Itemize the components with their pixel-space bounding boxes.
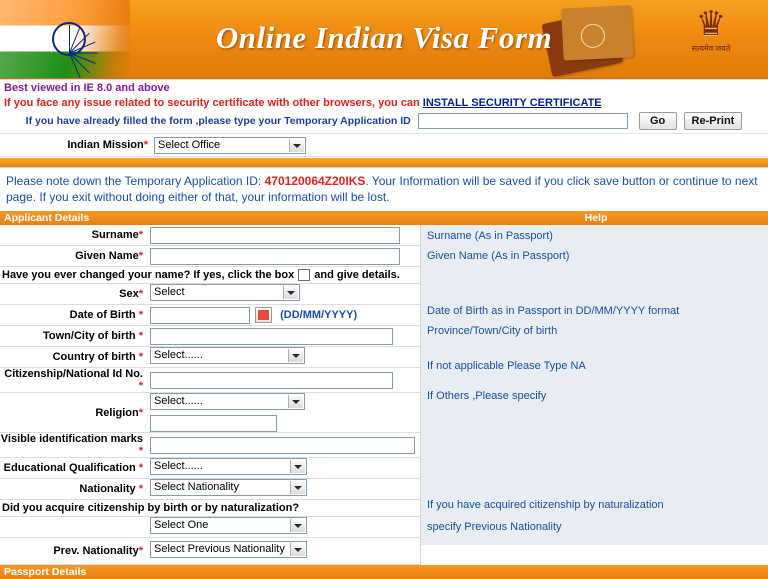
religion-label: Religion*	[95, 406, 143, 419]
row-citizenship-id	[0, 368, 420, 393]
row-prev-nationality	[0, 538, 420, 565]
indian-mission-row	[0, 134, 768, 157]
row-religion	[0, 393, 420, 433]
citizenship-id-input[interactable]	[150, 372, 393, 389]
help-given-name: Given Name (As in Passport)	[427, 250, 570, 262]
help-naturalization-2: specify Previous Nationality	[427, 521, 562, 533]
nationality-label: Nationality *	[79, 483, 143, 495]
chevron-down-icon	[294, 486, 302, 490]
note-line1-a: Please note down the Temporary Application ID:	[6, 174, 262, 188]
education-label: Educational Qualification *	[3, 462, 143, 474]
row-nationality	[0, 479, 420, 500]
help-surname: Surname (As in Passport)	[427, 230, 553, 242]
education-selected: Select......	[154, 460, 203, 472]
surname-label: Surname*	[91, 229, 143, 241]
given-name-label: Given Name*	[75, 250, 143, 262]
country-birth-select[interactable]	[150, 347, 305, 364]
sex-label: Sex*	[119, 288, 143, 300]
chevron-down-icon	[294, 465, 302, 469]
row-acquire-citizenship-select	[0, 517, 420, 538]
visible-marks-label: Visible identification marks *	[0, 433, 143, 457]
nationality-select[interactable]	[150, 479, 307, 496]
form-left-column	[0, 225, 421, 565]
page-banner	[0, 0, 768, 79]
temp-application-row	[0, 110, 768, 134]
security-notice	[0, 95, 768, 110]
changed-name-checkbox[interactable]	[298, 269, 310, 281]
help-citizenship-id: If not applicable Please Type NA	[427, 360, 586, 372]
required-mark: *	[143, 139, 148, 151]
emblem-motto: सत्यमेव जयते	[691, 44, 731, 53]
sex-select[interactable]	[150, 284, 300, 301]
changed-name-label-tail: and give details.	[314, 269, 400, 281]
divider-strip	[0, 157, 768, 168]
town-city-birth-input[interactable]	[150, 328, 393, 345]
row-surname	[0, 225, 420, 246]
passport-details-header-bar	[0, 565, 768, 579]
temp-application-id-input[interactable]	[418, 113, 628, 129]
row-sex	[0, 284, 420, 305]
citizenship-id-label: Citizenship/National Id No. *	[4, 368, 143, 392]
row-acquire-citizenship-question	[0, 500, 420, 517]
indian-mission-selected: Select Office	[158, 138, 221, 151]
row-changed-name	[0, 267, 420, 284]
row-town-city-birth	[0, 326, 420, 347]
temp-application-label: If you have already filled the form ,please type your Temporary Application ID	[25, 115, 411, 127]
national-emblem-icon: ♛ सत्यमेव जयते	[668, 6, 754, 72]
surname-input[interactable]	[150, 227, 400, 244]
row-education	[0, 458, 420, 479]
passport-details-header: Passport Details	[4, 566, 87, 578]
prev-nationality-selected: Select Previous Nationality	[154, 543, 285, 555]
help-column	[421, 225, 768, 545]
go-button[interactable]: Go	[639, 112, 677, 130]
date-of-birth-format-hint: (DD/MM/YYYY)	[280, 309, 358, 321]
chevron-down-icon	[294, 548, 302, 552]
help-naturalization-1: If you have acquired citizenship by naturalization	[427, 499, 664, 511]
temp-id-value: 470120064Z20IKS	[264, 174, 366, 188]
indian-mission-select[interactable]	[154, 137, 306, 154]
religion-other-input[interactable]	[150, 415, 277, 432]
education-select[interactable]	[150, 458, 307, 475]
calendar-icon[interactable]	[255, 307, 272, 323]
prev-nationality-label: Prev. Nationality*	[53, 545, 143, 557]
help-religion: If Others ,Please specify	[427, 390, 547, 402]
given-name-input[interactable]	[150, 248, 400, 265]
changed-name-label: Have you ever changed your name? If yes, click the box	[2, 269, 295, 281]
row-visible-marks	[0, 433, 420, 458]
chevron-down-icon	[292, 354, 300, 358]
acquire-citizenship-selected: Select One	[154, 519, 209, 531]
reprint-button[interactable]: Re-Print	[684, 112, 743, 130]
install-security-certificate-link[interactable]: INSTALL SECURITY CERTIFICATE	[422, 97, 602, 109]
note-line2: or continue to next page. If you exit without doing either of that, your information will be lost.	[6, 174, 758, 204]
note-line1-b: . Your Information will be saved if you click save button	[365, 174, 656, 188]
page-title: Online Indian Visa Form	[215, 20, 553, 55]
help-header: Help	[584, 212, 608, 224]
row-date-of-birth	[0, 305, 420, 326]
row-given-name	[0, 246, 420, 267]
visible-marks-input[interactable]	[150, 437, 415, 454]
religion-selected: Select......	[154, 395, 203, 407]
date-of-birth-label: Date of Birth *	[69, 309, 143, 321]
section-header	[0, 211, 768, 225]
help-town-city: Province/Town/City of birth	[427, 325, 558, 337]
sex-selected: Select	[154, 286, 185, 298]
help-dob: Date of Birth as in Passport in DD/MM/YYYY format	[427, 305, 680, 317]
town-city-birth-label: Town/City of birth *	[42, 330, 143, 342]
security-notice-text: If you face any issue related to security certificate with other browsers, you can	[4, 97, 420, 109]
chevron-down-icon	[287, 291, 295, 295]
acquire-citizenship-label: Did you acquire citizenship by birth or by naturalization?	[2, 502, 300, 514]
date-of-birth-input[interactable]	[150, 307, 250, 324]
browser-notice: Best viewed in IE 8.0 and above	[0, 79, 768, 95]
chevron-down-icon	[294, 524, 302, 528]
chevron-down-icon	[292, 400, 300, 404]
religion-select[interactable]	[150, 393, 305, 410]
row-country-birth	[0, 347, 420, 368]
temp-id-note	[0, 168, 768, 211]
nationality-selected: Select Nationality	[154, 481, 239, 493]
applicant-details-header: Applicant Details	[4, 212, 90, 224]
country-birth-label: Country of birth *	[52, 351, 143, 363]
chevron-down-icon	[293, 144, 301, 148]
indian-mission-label: Indian Mission*	[67, 139, 148, 151]
acquire-citizenship-select[interactable]	[150, 517, 307, 534]
country-birth-selected: Select......	[154, 349, 203, 361]
form-area	[0, 225, 768, 565]
